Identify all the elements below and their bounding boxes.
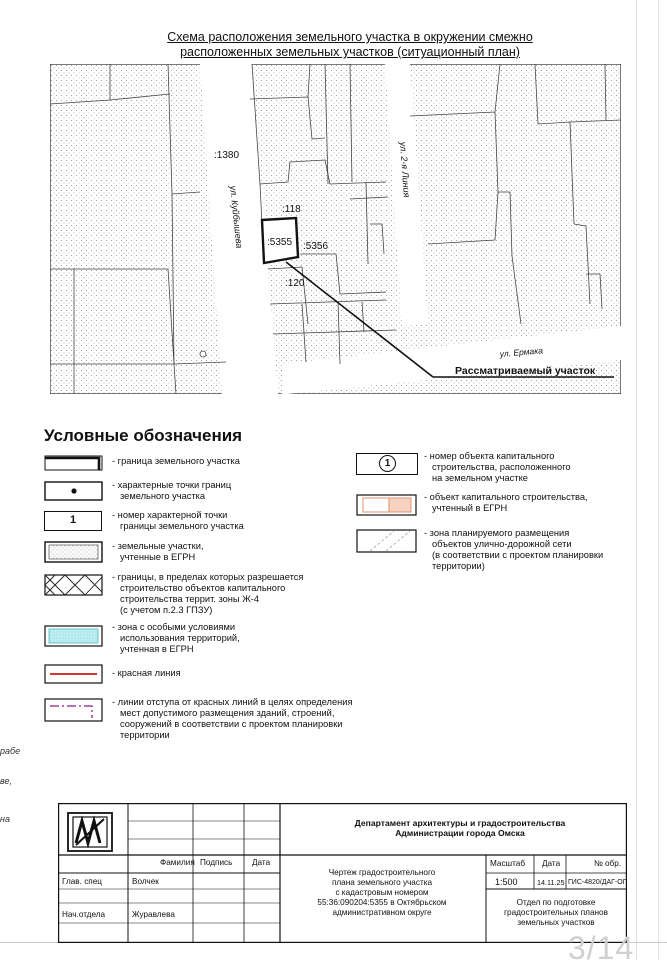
- legend-symbol-special-zone: [44, 625, 104, 647]
- stamp-organization: Департамент архитектуры и градостроительства Администрации города Омска: [354, 818, 566, 838]
- label-parcel-118: :118: [282, 204, 301, 215]
- legend-text-red-line: - красная линия: [112, 668, 181, 678]
- stamp-hdr-scale: Масштаб: [490, 859, 526, 868]
- legend-symbol-capital-object: [356, 494, 418, 516]
- legend-symbol-parcel-boundary: [44, 454, 104, 472]
- plan-title-line1: Схема расположения земельного участка в окружении смежно: [167, 30, 533, 44]
- margin-fragment-2: ве,: [0, 776, 13, 786]
- stamp-hdr-date: Дата: [542, 859, 561, 868]
- stamp-col-sign: Подпись: [200, 858, 233, 867]
- stamp-hdr-num: № обр.: [594, 859, 622, 868]
- legend-symbol-point-number: 1: [44, 511, 102, 531]
- legend-text-object-number: - номер объекта капитального строительства, расположенного на земельном участке: [424, 451, 571, 483]
- legend-text-special-zone: - зона с особыми условиями использования территорий, учтенная в ЕГРН: [112, 622, 240, 654]
- margin-fragment-3: на: [0, 814, 10, 824]
- stamp-col-surname: Фамилия: [160, 858, 195, 867]
- label-street-ermaka: ул. Ермака: [499, 345, 544, 359]
- stamp-role-1: Глав. спец: [62, 877, 102, 886]
- legend-symbol-object-number: 1: [356, 453, 418, 475]
- label-parcel-1380: :1380: [214, 150, 240, 161]
- label-parcel-5356: :5356: [303, 241, 329, 252]
- legend-symbol-boundary-points: [44, 481, 104, 501]
- stamp-drawing-title: Чертеж градостроительного плана земельного участка с кадастровым номером 55:36:090204:5355 в Октябрьском административном округе: [317, 868, 447, 917]
- legend-text-build-zone: - границы, в пределах которых разрешается строительство объектов капитального строительства террит. зоны Ж-4 (с учетом п.2.3 ГПЗУ): [112, 572, 304, 615]
- stamp-role-2: Нач.отдела: [62, 910, 106, 919]
- legend-symbol-egrn-parcels: [44, 541, 104, 563]
- org-logo: [68, 813, 112, 851]
- legend-text-egrn-parcels: - земельные участки, учтенные в ЕГРН: [112, 541, 204, 562]
- legend-symbol-setback-line: [44, 698, 104, 722]
- callout-subject-parcel: Рассматриваемый участок: [455, 365, 596, 377]
- stamp-department: Отдел по подготовке градостроительных планов земельных участков: [504, 898, 608, 927]
- legend-text-capital-object: - объект капитального строительства, учтенный в ЕГРН: [424, 492, 588, 513]
- legend-symbol-build-zone: [44, 574, 104, 596]
- legend-symbol-road-zone: [356, 529, 418, 553]
- plan-title-line2: расположенных земельных участков (ситуационный план): [180, 45, 520, 59]
- stamp-col-date: Дата: [252, 858, 271, 867]
- label-parcel-5355: :5355: [267, 237, 293, 248]
- stamp-val-date: 14.11.25: [537, 878, 565, 887]
- legend-text-setback-line: - линии отступа от красных линий в целях определения мест допустимого размещения зданий, строений, сооружений в соответствии с проектом планировки территории: [112, 697, 353, 740]
- margin-fragment-1: рабе: [0, 746, 21, 756]
- stamp-val-scale: 1:500: [495, 877, 518, 887]
- legend-text-road-zone: - зона планируемого размещения объектов улично-дорожной сети (в соответствии с проектом планировки территории): [424, 528, 604, 571]
- legend-text-boundary-points: - характерные точки границ земельного участка: [112, 480, 232, 501]
- label-parcel-120: :120: [285, 278, 305, 289]
- label-street-2ya-liniya: ул. 2-я Линия: [398, 141, 412, 198]
- label-street-kuybysheva: ул. Куйбышева: [228, 185, 245, 249]
- stamp-name-1: Волчек: [132, 877, 159, 886]
- stamp-val-num: ГИС-4820/ДАГ-ОГ: [568, 879, 626, 886]
- situation-map: [50, 64, 621, 394]
- page-marker: 3/14: [568, 930, 635, 960]
- legend-title: Условные обозначения: [44, 426, 243, 445]
- legend-symbol-red-line: [44, 664, 104, 684]
- stamp-name-2: Журавлева: [132, 910, 175, 919]
- legend-text-parcel-boundary: - граница земельного участка: [112, 456, 240, 466]
- legend-text-point-number: - номер характерной точки границы земельного участка: [112, 510, 244, 531]
